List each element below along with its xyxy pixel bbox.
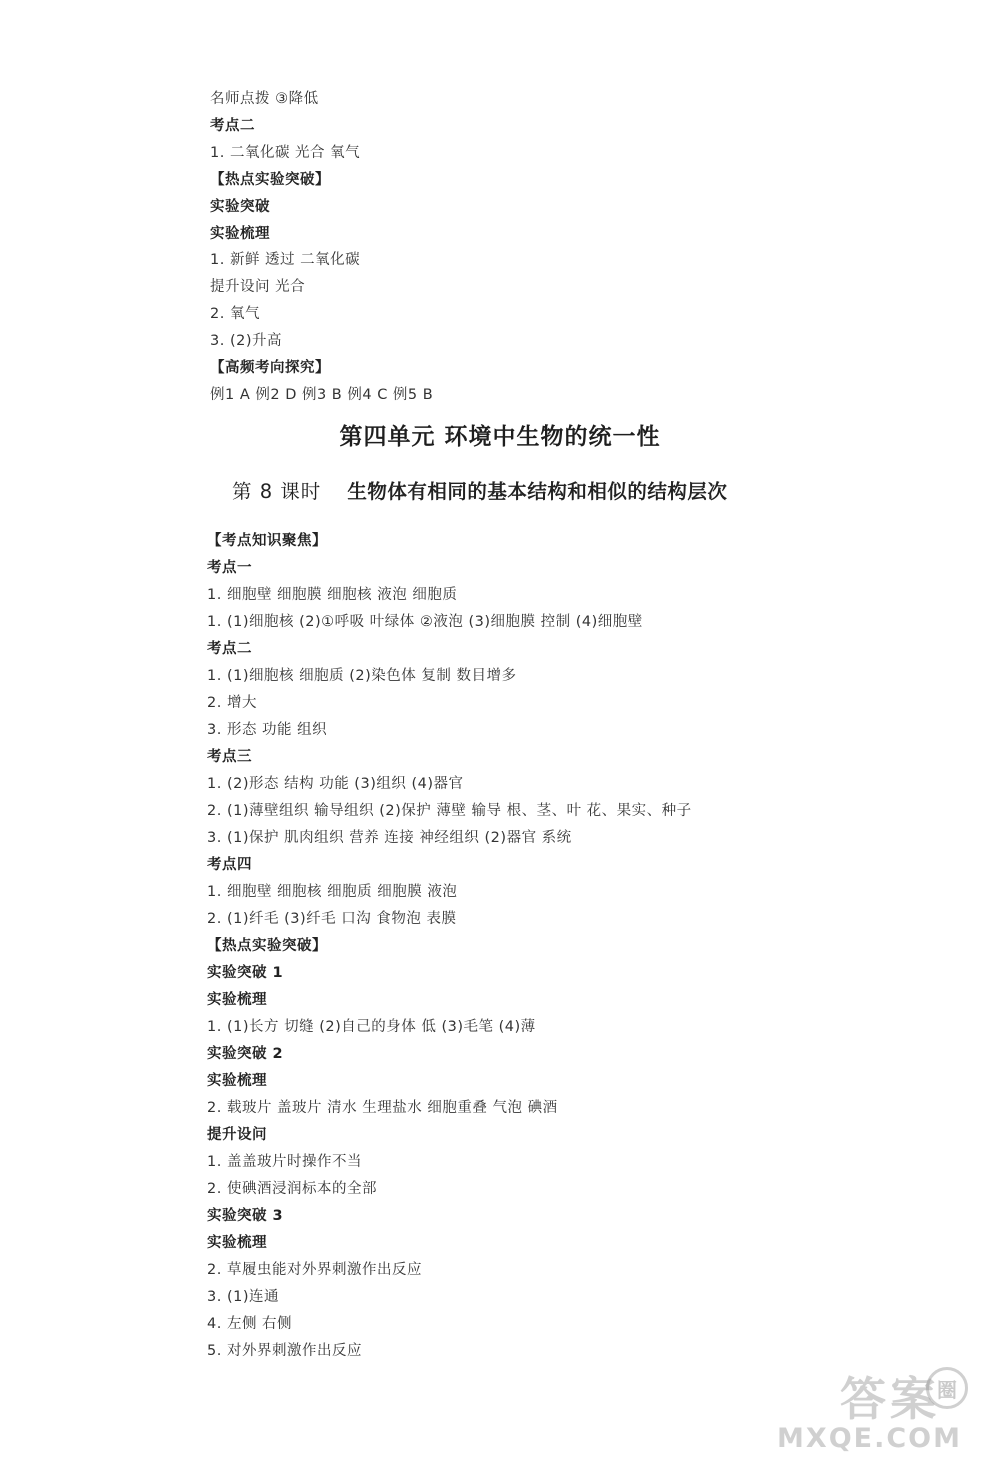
answer-line: 1. 二氧化碳 光合 氧气: [210, 144, 361, 161]
answer-line: 2. 草履虫能对外界刺激作出反应: [207, 1262, 422, 1278]
answer-line: 1. (1)细胞核 细胞质 (2)染色体 复制 数目增多: [207, 668, 517, 684]
answer-line: 例1 A 例2 D 例3 B 例4 C 例5 B: [210, 386, 434, 403]
section-heading: 实验梳理: [207, 992, 267, 1008]
watermark: [742, 1363, 982, 1463]
answer-line: 2. 增大: [207, 695, 257, 711]
answer-line: 3. (1)连通: [207, 1289, 279, 1305]
section-heading: 实验突破 3: [207, 1208, 284, 1224]
section-heading: 考点二: [207, 641, 252, 657]
lesson-name: 生物体有相同的基本结构和相似的结构层次: [347, 480, 728, 503]
lesson-number: 第 8 课时: [232, 480, 322, 503]
watermark-badge-icon: 圈: [926, 1367, 968, 1409]
answer-line: 3. 形态 功能 组织: [207, 722, 328, 738]
section-heading: 考点二: [210, 117, 255, 134]
watermark-url-text: MXQE.COM: [777, 1423, 962, 1454]
answer-line: 5. 对外界刺激作出反应: [207, 1343, 362, 1359]
answer-line: 提升设问 光合: [210, 279, 306, 296]
answer-line: 2. 载玻片 盖玻片 清水 生理盐水 细胞重叠 气泡 碘酒: [207, 1100, 558, 1116]
section-heading: 实验突破 2: [207, 1046, 284, 1062]
lesson-title: [232, 476, 727, 504]
section-heading: 实验梳理: [210, 225, 270, 242]
section-heading: 实验梳理: [207, 1235, 267, 1251]
section-heading: 实验突破 1: [207, 965, 284, 981]
answer-line: 1. 盖盖玻片时操作不当: [207, 1154, 362, 1170]
answer-line: 2. 使碘酒浸润标本的全部: [207, 1181, 377, 1197]
section-heading: 【考点知识聚焦】: [207, 533, 327, 549]
answer-line: 4. 左侧 右侧: [207, 1316, 293, 1332]
answer-line: 2. (1)薄壁组织 输导组织 (2)保护 薄壁 输导 根、茎、叶 花、果实、种子: [207, 803, 692, 819]
answer-line: 3. (2)升高: [210, 333, 282, 350]
answer-line: 3. (1)保护 肌肉组织 营养 连接 神经组织 (2)器官 系统: [207, 830, 572, 846]
answer-line: 1. 新鲜 透过 二氧化碳: [210, 252, 361, 269]
section-heading: 实验梳理: [207, 1073, 267, 1089]
answer-line: 2. (1)纤毛 (3)纤毛 口沟 食物泡 表膜: [207, 911, 457, 927]
section-heading: 提升设问: [207, 1127, 267, 1143]
section-heading: 【热点实验突破】: [207, 938, 327, 954]
watermark-cn-text: 答案: [840, 1372, 940, 1426]
answer-line: 1. (2)形态 结构 功能 (3)组织 (4)器官: [207, 776, 464, 792]
section-heading: 【高频考向探究】: [210, 360, 330, 376]
answer-line: 1. 细胞壁 细胞膜 细胞核 液泡 细胞质: [207, 587, 458, 603]
answer-line: 2. 氧气: [210, 306, 260, 323]
answer-line: 1. (1)细胞核 (2)①呼吸 叶绿体 ②液泡 (3)细胞膜 控制 (4)细胞壁: [207, 614, 643, 630]
section-heading: 考点三: [207, 749, 252, 765]
section-heading: 考点四: [207, 857, 252, 873]
unit-title: 第四单元 环境中生物的统一性: [339, 424, 661, 450]
section-heading: 考点一: [207, 560, 252, 576]
section-heading: 【热点实验突破】: [210, 171, 330, 188]
section-heading: 实验突破: [210, 198, 270, 215]
answer-line: 1. 细胞壁 细胞核 细胞质 细胞膜 液泡: [207, 884, 458, 900]
answer-line: 1. (1)长方 切缝 (2)自己的身体 低 (3)毛笔 (4)薄: [207, 1019, 536, 1035]
answer-line: 名师点拨 ③降低: [210, 91, 319, 107]
